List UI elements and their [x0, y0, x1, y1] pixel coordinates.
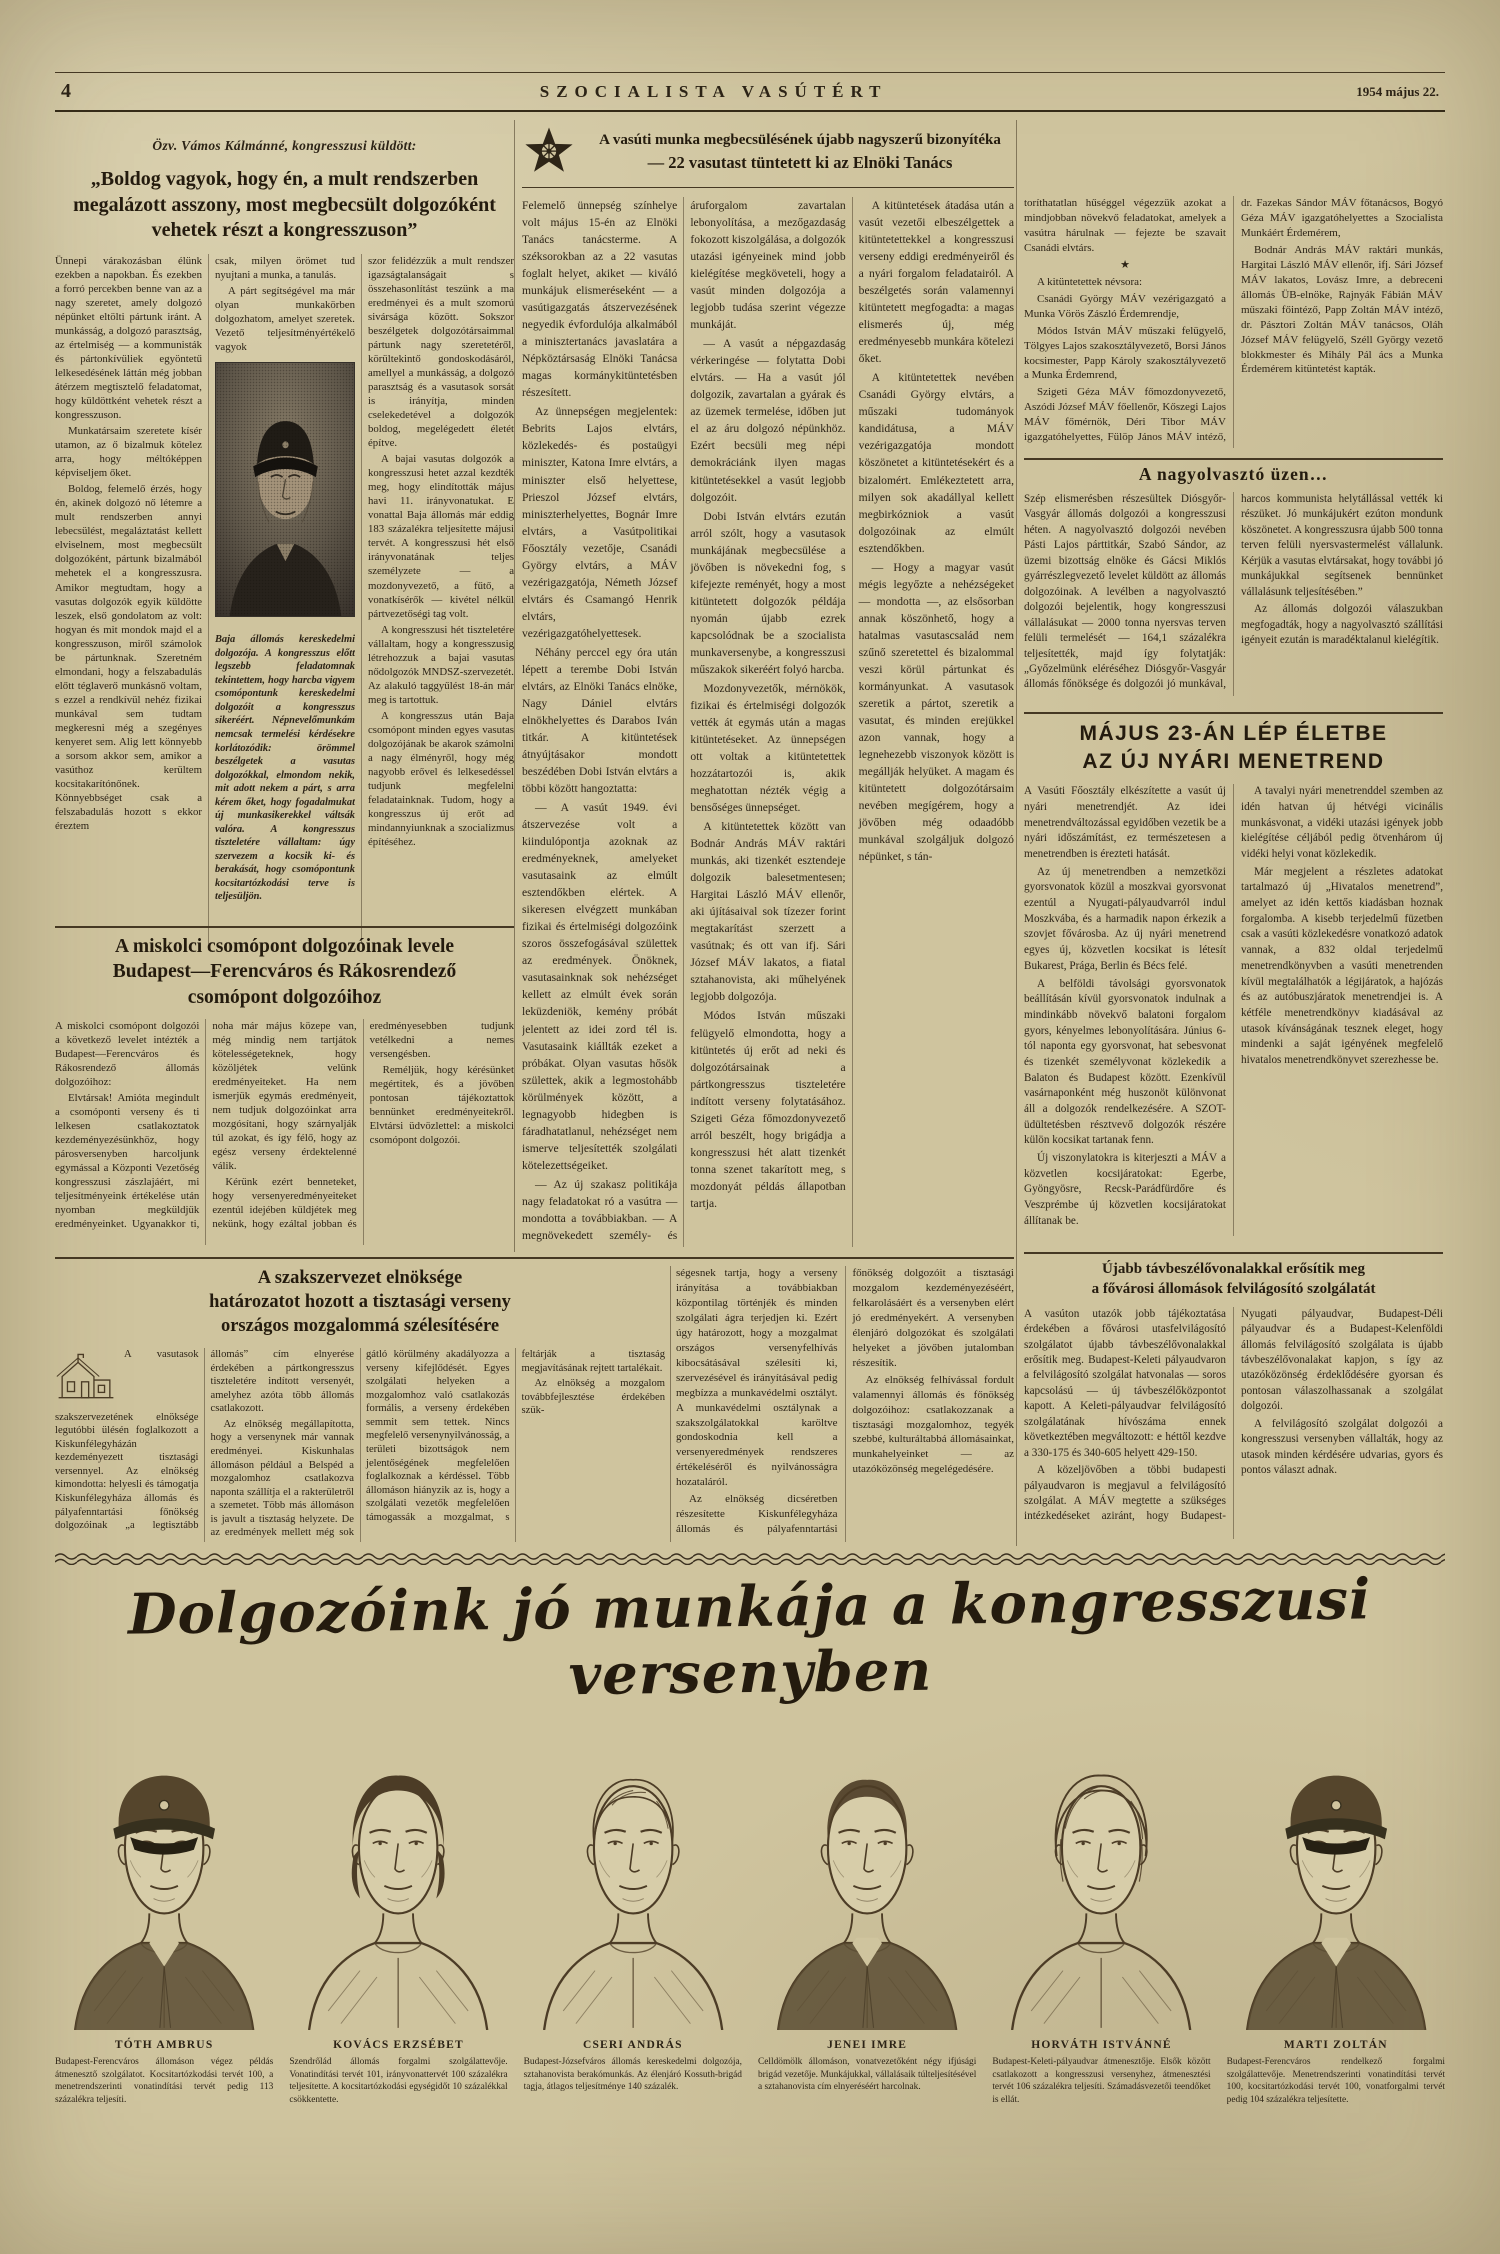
star-emblem-icon — [522, 124, 576, 180]
worker-portraits-row — [55, 1712, 1445, 2172]
article-headline: „Boldog vagyok, hogy én, a mult rendszerben megalázott asszony, most megbecsült dolgozóként vehetek részt a kongresszuson” — [73, 168, 496, 242]
portrait-name: MARTI ZOLTÁN — [1283, 2039, 1388, 2051]
portrait-name: TÓTH AMBRUS — [114, 2039, 214, 2051]
portrait-name: CSERI ANDRÁS — [582, 2039, 683, 2051]
article-body: A vasúton utazók jobb tájékoztatása érdekében a fővárosi utasfelvilágosító szolgálatot újabb távbeszélővonalakkal erősítik meg. Budapest-Keleti pályaudvaron a felvilágosító szolgálat hatvonalas — soros kapcsolású — új távbeszélőközpontot kapott. A Keleti-pályaudvar felvilágosító szolgálatának hívószáma ennek következtében megváltozott: e héttől kezdve a 330-175 és 340-605 helyett 429-150. A közeljövőben a többi budapesti pályaudvaron is megjavul a felvilágosító szolgálat. A MÁV megtette a szükséges intézkedéseket aziránt, hogy Budapest-Nyugati pályaudvar, Budapest-Déli pályaudvar és a Budapest-Kelenföldi állomás felvilágosító szolgálata is újabb távbeszélővonalakat kapjon, s így az utazóközönség érdeklődésére gyorsan és pontosan válaszolhassanak a szolgálat dolgozói. A felvilágosító szolgálat dolgozói a kongresszusi versenyben vállalták, hogy az utasok minden kérdésére udvarias, gyors és pontos választ adnak. — [1024, 1307, 1443, 1523]
article-union-resolution — [55, 1266, 665, 1542]
article-column-text: csak, milyen örömet tud nyujtani a munka, a tanulás. A párt segítségével ma már olyan munkakörben dolgozhatom, amelyet szeretek. Vezető teljesítményértékelő vagyok — [215, 254, 355, 353]
banner-headline: Dolgozóink jó munkája a kongresszusi versenyben — [127, 1566, 1372, 1709]
portrait-sketch-man-cap — [1227, 1712, 1445, 2030]
article-telephone-lines — [1024, 1260, 1443, 1539]
portrait-caption: Budapest-Keleti-pályaudvar átmenesztője. Elsők között csatlakozott a kongresszusi versenyhez, átmenesztési tervét 106 százalékra teljesíti. Számadásvezetői teendőket is ellát. — [992, 2057, 1211, 2105]
page-number: 4 — [61, 80, 71, 102]
page-header — [55, 72, 1445, 112]
masthead-title: SZOCIALISTA VASÚTÉRT — [539, 81, 888, 101]
portrait-sketch-woman — [289, 1712, 507, 2030]
portrait-cseri-andras — [524, 1712, 742, 2172]
article-column: szor felidézzük a mult rendszer igazságtalanságait s összehasonlítást teszünk a ma eredményei és a mult szomorú sivársága között. Sokszor beszélgetek dolgozótársaimmal pártunk nagy szeretetéről, körültekintő gondoskodásáról, amellyel a munkásság, a dolgozó parasztság és a vasutasok sorsát is irányítja, minden cselekedetével a dolgozók boldog, megelégedett életét építve. A bajai vasutas dolgozók a kongresszusi hetet azzal kezdték meg, hogy elindították május havi 11. irányvonatukat. E vonattal Baja állomás már eddig 183 százalékra teljesítette májusi tervét. A kongresszusi hét első irányvonatának teljes személyzete — a mozdonyvezető, a fűtő, a vonatkísérők — kivétel nélkül pártvezetőségi tag volt. A kongresszusi hét tiszteletére vállaltam, hogy a kongresszusig létrehozzuk a bajai vasutas nődolgozók MNDSZ-szervezetét. Az alakuló taggyűlést 18-án már meg is tartottuk. A kongresszus után Baja csomópont minden egyes vasutas dolgozójának be akarok számolni a nagy élményről, hogy még nagyobb erővel és lelkesedéssel tudjunk megfelelni feladatainknak. Tudom, hogy a kongresszus új erőt ad mindannyiunknak a szocializmus építéséhez. — [361, 254, 514, 944]
portrait-name: HORVÁTH ISTVÁNNÉ — [1031, 2039, 1172, 2051]
portrait-sketch-woman — [992, 1712, 1210, 2030]
portrait-kovacs-erzsebet — [289, 1712, 507, 2172]
article-summer-timetable — [1024, 720, 1443, 1236]
portrait-caption: Celldömölk állomáson, vonatvezetőként négy ifjúsági brigád vezetője. Munkájukkal, vállalásaik túlteljesítésével a sztahanovista cím elnyeréséért harcolnak. — [757, 2057, 977, 2092]
portrait-caption: Szendrőlád állomás forgalmi szolgálattevője. Vonatindítási tervét 101, irányvonattervét 100 százalékra teljesítette. A kocsitartózkodási egységidőt 10 százalékkal csökkentette. — [289, 2057, 508, 2105]
section-divider — [1024, 1252, 1443, 1254]
article-body: Felemelő ünnepség színhelye volt május 15-én az Elnöki Tanács tanácsterme. A széksorokban az a 22 vasutas foglalt helyet, akiket — kiváló munkájuk elismeréseként — a vasútigazgatás átszervezésének negyedik évfordulója alkalmából a minisztertanács javaslatára a Népköztársaság Elnöki Tanácsa magas kormánykitüntetésben részesített. Az ünnepségen megjelentek: Bebrits Lajos elvtárs, közlekedés- és postaügyi miniszter, Katona Imre elvtárs, a miniszter első helyettese, Prieszol József elvtárs, miniszterhelyettes, Bognár Imre elvtárs, a Vasútpolitikai Főosztály vezetője, Csanádi György elvtárs, a MÁV vezérigazgatója, Németh József elvtárs és Csamangó Henrik elvtárs, vezérigazgatóhelyettesek. Néhány perccel egy óra után lépett a terembe Dobi István elvtárs, az Elnöki Tanács elnöke, Nagy Dániel elvtárs elnökhelyettes és Darabos Iván titkár. A kitüntetések átnyújtásakor mondott beszédében Dobi István elvtárs a többi között hangoztatta: — A vasút 1949. évi átszervezése volt a kiindulópontja azoknak az eredményeknek, amelyeket vasutasaink az elmúlt esztendőkben elértek. A sikeresen elvégzett munkában fizikai és értelmiségi dolgozóink szoros összefogásával születtek az eredmények. Önöknek, vasutasainknak sok nehézséget kellett az elmúlt évek során leküzdeniök, kemény próbát jelentett az idei zord tél is. Vasutasaink kiállták ezeket a próbákat. Olyan vasutas hősök születtek, akik a legmostohább körülmények között, a legnagyobb hidegben is fáradhatatlanul, nehézséget nem ismerve teljesítették szolgálati kötelezettségeiket. — Az új szakasz politikája nagy feladatokat ró a vasútra — mondotta a továbbiakban. — A megnövekedett személy- és áruforgalom zavartalan lebonyolítása, a mezőgazdaság fokozott kiszolgálása, a dolgozók utazási igényeinek mind jobb kielégítése megköveteli, hogy a vasút minden dolgozója a legjobb tudása szerint végezze munkáját. — A vasút a népgazdaság vérkeringése — folytatta Dobi elvtárs. — Ha a vasút jól dolgozik, zavartalan a gyárak és az üzemek termelése, időben jut el az áru dolgozó népünkhöz. Ezért becsüli meg népi demokráciánk ilyen magas kitüntetésekkel a vasút legjobb dolgozóit. Dobi István elvtárs ezután arról szólt, hogy a vasutasok munkájának megbecsülése a jövőben is növekedni fog, s kifejezte reményét, hogy a most kitüntetett dolgozók példája nyomán újabb ezrek kapcsolódnak be a szocialista munkaversenybe, a kongresszusi műszakok sikeréért folyó harcba. Mozdonyvezetők, mérnökök, fizikai és értelmiségi dolgozók vették át egymás után a magas kitüntetéseket. Az ünnepségen ott voltak a kitüntetettek hozzátartozói is, akik meghatottan nézték végig a bensőséges ünnepséget. A kitüntetettek között van Bodnár András MÁV raktári munkás, aki tizenkét esztendeje dolgozik balesetmentesen; Hargitai László MÁV ellenőr, aki újításaival sok tízezer forint megtakarítást szerzett a vasútnak; és ott van ifj. Sári József MÁV lakatos, a fiatal sztahanovista, aki műhelyének legjobb dolgozója. Módos István műszaki felügyelő elmondotta, hogy a kitüntetés új erőt ad neki és dolgozótársainak a pártkongresszus tiszteletére indított verseny folytatásához. Szigeti Géza főmozdonyvezető arról beszélt, hogy brigádja a kongresszusi hét alatt tizenkét tonna szenet takarított meg, s mozdonyát példás állapotban tartja. A kitüntetések átadása után a vasút vezetői elbeszélgettek a kitüntetettekkel a kongresszusi verseny eddigi eredményeiről és a nyári forgalom feladatairól. A beszélgetés során valamennyi kitüntetett megfogadta: a magas elismerés új, még eredményesebb munkára kötelezi őket. A kitüntetettek nevében Csanádi György elvtárs, a műszaki tudományok kandidátusa, a MÁV vezérigazgatója mondott köszönetet a kitüntetésekért és a bizalomért. Emlékeztetett arra, milyen sok akadállyal kellett megbirkózniok a vasút dolgozóinak az elmúlt esztendőkben. — Hogy a magyar vasút mégis legyőzte a nehézségeket — mondotta —, az elsősorban annak köszönhető, hogy a hatalmas vasutascsalád nem szűnő szeretettel és bizalommal veszi körül pártunkat és kormányunkat. A vasutasok szeretik a pártot, szeretik a vasutat, és minden erejükkel azon vannak, hogy a legnehezebb viszonyok között is megállják helyüket. A magam és kitüntetett dolgozótársaim nevében megígérem, hogy a jövőben még odaadóbb munkával szolgáljuk dolgozó népünket, s tán- — [522, 199, 1014, 1242]
article-body-text: A vasutasok szakszervezetének elnöksége legutóbbi ülésén foglalkozott a Kiskunfélegyházán kezdeményezett tisztasági versennyel. Az elnökség kimondotta: helyesli és támogatja Kiskunfélegyháza állomás és pályafenntartási főnökség dolgozóinak „a legtisztább állomás” cím elnyerése érdekében a pártkongresszus tiszteletére indított versenyét, amelyhez azóta több állomás csatlakozott. Az elnökség megállapította, hogy a versenynek már vannak eredményei. Kiskunhalas állomáson például a Belspéd a mozgalomhoz csatlakozva naponta szállítja el a rakterületről a szemetet. Több más állomáson is javult a tisztaság helyzete. De az eredmények mellett még sok gátló körülmény akadályozza a verseny kifejlődését. Egyes szolgálati helyeken a mozgalomhoz való csatlakozás formális, a verseny érdekében semmit sem tettek. Nincs megfelelő versenynyilvánosság, a területi bizottságok nem jelentőségének megfelelően foglalkoznak a kérdéssel. Több állomáson hiányzik az is, hogy a szolgálati vezetők megfelelően támogassák a mozgalmat, s feltárják a tisztaság megjavításának rejtett tartalékait. Az elnökség a mozgalom továbbfejlesztése érdekében szük- — [55, 1349, 665, 1539]
column-divider — [514, 120, 515, 1252]
article-awards-continuation: toríthatatlan hűséggel végezzük azokat a mindjobban növekvő feladatokat, amelyek a vasútra hárulnak — fejezte be szavait Csanádi elvtárs. ★ A kitüntetettek névsora: Csanádi György MÁV vezérigazgató a Munka Vörös Zászló Érdemrendje, Módos István MÁV műszaki felügyelő, Tölgyes Lajos szakosztályvezető, Borsi János kocsimester, Papp Károly szakosztályvezető a Munka Érdemrend, Szigeti Géza MÁV főmozdonyvezető, Aszódi József MÁV főellenőr, Kőszegi Lajos MÁV főmérnök, Déri Tibor MÁV igazgatóhelyettes, Fülöp János MÁV intéző, dr. Fazekas Sándor MÁV főtanácsos, Bogyó Géza MÁV igazgatóhelyettes a Szocialista Munkáért Érdemérem, Bodnár András MÁV raktári munkás, Hargitai László MÁV ellenőr, ifj. Sári József MÁV lakatos, Lovász Imre, a debreceni állomás ÜB-elnöke, Rajnyák Fábián MÁV műszaki főintéző, Papp Zoltán MÁV intéző, dr. Pásztori Zoltán MÁV tanácsos, Oláh József MÁV felügyelő, Széll György vezető blokkmester és Mihály Pál ács a Munka Érdemérem kitüntetést kapták. — [1024, 197, 1443, 444]
article-body — [55, 254, 514, 944]
portrait-horvath-istvanne — [992, 1712, 1210, 2172]
article-body — [55, 1348, 665, 1542]
article-headline: A vasúti munka megbecsülésének újabb nagyszerű bizonyítéka — 22 vasutast tüntetett ki az Elnöki Tanács — [599, 132, 1001, 172]
portrait-toth-ambrus — [55, 1712, 273, 2172]
article-headline-row — [522, 124, 1014, 188]
portrait-name: JENEI IMRE — [827, 2039, 908, 2051]
article-headline: MÁJUS 23-ÁN LÉP ÉLETBE AZ ÚJ NYÁRI MENETREND — [1079, 722, 1388, 773]
article-vamos-interview — [55, 124, 514, 944]
portrait-caption: Budapest-Ferencváros állomáson végez példás átmenesztő szolgálatot. Kocsitartózkodási tervét 100, a menetrendszerinti vonatindítási tervét pedig 113 százalékra teljesíti. — [55, 2057, 274, 2105]
article-column — [208, 254, 361, 944]
wavy-divider — [55, 1552, 1445, 1565]
section-divider — [1024, 458, 1443, 460]
photo-caption: Baja állomás kereskedelmi dolgozója. A kongresszus előtt legszebb feladatomnak tekintettem, hogy harcba vigyem csomópontunk kereskedelmi dolgozóit a kongresszus sikeréért. Népnevelőmunkám nemcsak termelési kérdésekre korlátozódik: örömmel beszélgetek a vasutas dolgozókkal, elmondom nekik, mit adott nekem a párt, s arra kérem őket, hogy fogadalmukat új munkasikerekkel váltsák valóra. A kongresszus tiszteletére vállaltam: úgy szervezem a kocsik ki- és berakását, hogy csomópontunk kocsitartózkodási terve is teljesüljön. — [215, 634, 355, 903]
portrait-caption: Budapest-Ferencváros rendelkező forgalmi szolgálattevője. Menetrendszerinti vonatindítási tervét 100, kocsitartózkodási tervét 100, vonatforgalmi tervét pedig 104 százalékra teljesítette. — [1226, 2057, 1445, 2105]
article-headline: A miskolci csomópont dolgozóinak levele Budapest—Ferencváros és Rákosrendező csomópont dolgozóihoz — [112, 936, 457, 1008]
column-divider — [1016, 120, 1017, 1546]
article-union-resolution-continuation: ségesnek tartja, hogy a verseny irányítása a továbbiakban központilag történjék és minden szolgálati ágra terjedjen ki. Ezért úgy határozott, hogy a mozgalmat országos versenyfelhívás kibocsátásával szélesíti ki, szervezésével és irányításával pedig megbízza a munkavédelmi osztályt. A munkavédelmi osztálynak a szakszolgálatokkal karöltve gondoskodnia kell a versenyeredmények rendszeres értékeléséről és nyilvánosságra hozataláról. Az elnökség dicséretben részesítette Kiskunfélegyháza állomás és pályafenntartási főnökség dolgozóit a tisztasági mozgalom kezdeményezéséért, felkarolásáért és a versenyben elért jó eredményekért. A versenyben élenjáró dolgozókat és szolgálati helyeket a jövőben jutalomban részesítik. Az elnökség felhívással fordult valamennyi állomás és főnökség dolgozóihoz: csatlakozzanak a tisztasági mozgalomhoz, tegyék szebbé, kulturáltabbá állomásainkat, munkahelyeinket — az utazóközönség megelégedésére. — [676, 1267, 1014, 1536]
article-body: A Vasúti Főosztály elkészítette a vasút új nyári menetrendjét. Az idei menetrendváltozással egyidőben vezetik be a nyári időszámítást, ez természetesen a menetrendben is érezteti hatását. Az új menetrendben a nemzetközi gyorsvonatok közül a moszkvai gyorsvonat ezentúl a Nyugati-pályaudvarról indul Moszkvába, és a harmadik napon érkezik a szovjet fővárosba. Az új nyári menetrend egyes új, közvetlen kocsikat is létesít Bukarest, Prága, Berlin és Bécs felé. A belföldi távolsági gyorsvonatok beállításán kívül gyorsvonatok indulnak a mindinkább növekvő balatoni forgalom gyors, kényelmes lebonyolítására. Június 6-tól naponta egy gyorsvonat, hat sebesvonat és tizenkét személyvonat közlekedik a Balaton és Budapest között. Ezenkívül vasárnaponként még huszonöt különvonat áll a dolgozók rendelkezésére. A SZOT-üdültetésben résztvevő dolgozók részére külön kocsikat tartanak fenn. Új viszonylatokra is kiterjeszti a MÁV a közvetlen kocsijáratokat: Egerbe, Gyöngyösre, Recsk-Parádfürdőre és Veszprémbe új közvetlen kocsijáratokat állítanak be. A tavalyi nyári menetrenddel szemben az idén hatvan új hétvégi vicinális munkásvonat, a vidéki utazási igények jobb kielégítése céljából pedig ötvenhárom új vidéki helyi vonat közlekedik. Már megjelent a részletes adatokat tartalmazó új „Hivatalos menetrend”, amelyet az idén kettős kiadásban hoznak forgalomba. A kisebb terjedelmű füzetben csak a vasúti közlekedésre vonatkozó adatok vannak, a 832 oldal terjedelmű menetrendkönyvben a vasúti menetrenden kívül megtalálhatók a légijáratok, a hajózás és az autóbuszjáratok menetrendjei is. A kétféle menetrendkönyv kiadásával az utasok kívánságának tesznek eleget, hogy mindenki a saját igényének megfelelő hivatalos menetrendkönyvet szerezhesse be. — [1024, 785, 1443, 1227]
article-headline: A nagyolvasztó üzen… — [1138, 464, 1329, 484]
portrait-sketch-man — [524, 1712, 742, 2030]
article-kicker: Özv. Vámos Kálmánné, kongresszusi küldött: — [152, 137, 417, 153]
article-body: Szép elismerésben részesültek Diósgyőr-Vasgyár állomás dolgozói a kongresszusi héten. A nagyolvasztó dolgozói nevében Pásti Lajos párttitkár, Szabó Sándor, az üzemi bizottság elnöke és Gácsi Miklós gyárrészlegvezető levelet küldött az állomás dolgozóinak. A levélben a nagyolvasztó dolgozói bejelentik, hogy kongresszusi vállalásukat — 2000 tonna nyersvas terven felüli termelését — 164,1 százalékra teljesítették, majd így folytatják: „Győzelmünk eléréséhez Diósgyőr-Vasgyár állomás főnöksége és dolgozói jó munkával, harcos kommunista helytállással vették ki részüket. Jó munkájukért ezúton mondunk köszönetet. A kongresszusra újabb 500 tonna terven felüli nyersvastermelést vállalunk. Kérjük a vasutas elvtársakat, hogy további jó munkájukkal segítsenek bennünket vállalásunk teljesítésében.” Az állomás dolgozói válaszukban megfogadták, hogy a nagyolvasztó szállítási igényeit ezután is maradéktalanul kielégítik. — [1024, 493, 1443, 691]
photo-illustration — [216, 363, 354, 616]
article-railway-awards — [522, 124, 1014, 1247]
section-divider — [55, 1257, 1014, 1259]
article-miskolc-letter — [55, 934, 514, 1245]
column-divider — [670, 1266, 671, 1542]
section-divider — [1024, 712, 1443, 714]
issue-date: 1954 május 22. — [1356, 83, 1439, 99]
portrait-jenei-imre — [758, 1712, 976, 2172]
portrait-sketch-man — [758, 1712, 976, 2030]
portrait-name: KOVÁCS ERZSÉBET — [333, 2039, 464, 2051]
article-headline: A szakszervezet elnöksége határozatot hozott a tisztasági verseny országos mozgalommá szélesítésére — [209, 1268, 511, 1337]
article-column: Ünnepi várakozásban élünk ezekben a napokban. És ezekben a forró percekben benne van az a nagy szeretet, amely dolgozó népünket eltölti pártunk iránt. A munkásság, a dolgozó parasztság, az értelmiség — a kommunisták és pártonkívüliek egyöntetű lelkesedésének láttán még jobban átérzem megtisztelő feladatomat, hogy küldöttként vehetek részt a kongresszuson. Munkatársaim szeretete kísér utamon, az ő bizalmuk kötelez arra, hogy méltóképpen képviseljem őket. Boldog, felemelő érzés, hogy én, akinek dolgozó nő létemre a mult rendszerben annyi lebecsülést, megaláztatást kellett elviselnem, most megbecsült dolgozóként, pártunk bizalmából mehetek el a kongresszusra. Amikor megtudtam, hogy a vasutas dolgozók egyik küldötte leszek, első gondolatom az volt: hogyan és mit mondok majd el a kongresszuson, miről számolok be pártunknak. Szeretném elmondani, hogy a felszabadulás előtt téglaverő munkásnő voltam, s ezzel a rendkívül nehéz fizikai munkával sem tudtam megkeresni még a szegényes kenyeret sem. Alig lett könnyebb a sorsom akkor sem, amikor a vasúthoz kerültem kocsitakarítónőnek. Könnyebbséget csak a felszabadulás hozott s ekkor éreztem — [55, 254, 202, 833]
article-body: A miskolci csomópont dolgozói a következő levelet intézték a Budapest—Ferencváros és Rákosrendező állomás dolgozóihoz: Elvtársak! Amióta megindult a csomóponti verseny és ti lelkesen csatlakoztatok kezdeményezésünkhöz, hogy párosversenyben harcoljunk egymással a Központi Vezetőség kongresszusi zászlajáért, mi teljesítményeink értékelése után nyomban megküldjük eredményeinket. Ugyanakkor ti, noha már május közepe van, még mindig nem tartjátok kötelességeteknek, hogy közöljétek velünk eredményeiteket. Ha nem ismerjük egymás eredményeit, nem tudjuk dolgozóinkat arra mozgósítani, hogy szárnyalják túl azokat, és így félő, hogy az egész verseny érdektelenné válik. Kérünk ezért benneteket, hogy versenyeredményeiteket ezentúl idejében küldjétek meg nekünk, hogy ezáltal jobban és eredményesebben tudjunk vetélkedni a nemes versengésben. Reméljük, hogy kérésünket megértitek, és a jövőben pontosan tájékoztattok bennünket eredményeitekről. Elvtársi üdvözlettel: a miskolci csomópont dolgozói. — [55, 1020, 514, 1231]
article-blast-furnace — [1024, 464, 1443, 696]
station-sketch-icon — [55, 1350, 117, 1408]
portrait-caption: Budapest-Józsefváros állomás kereskedelmi dolgozója, sztahanovista berakómunkás. Az élenjáró Kossuth-brigád tagja, átlagos teljesítménye 140 százalék. — [523, 2057, 742, 2092]
article-headline: Újabb távbeszélővonalakkal erősítik meg a fővárosi állomások felvilágosító szolgálatát — [1091, 1261, 1376, 1297]
vamos-portrait-photo — [215, 362, 355, 617]
portrait-marti-zoltan — [1227, 1712, 1445, 2172]
portrait-sketch-man-cap — [55, 1712, 273, 2030]
